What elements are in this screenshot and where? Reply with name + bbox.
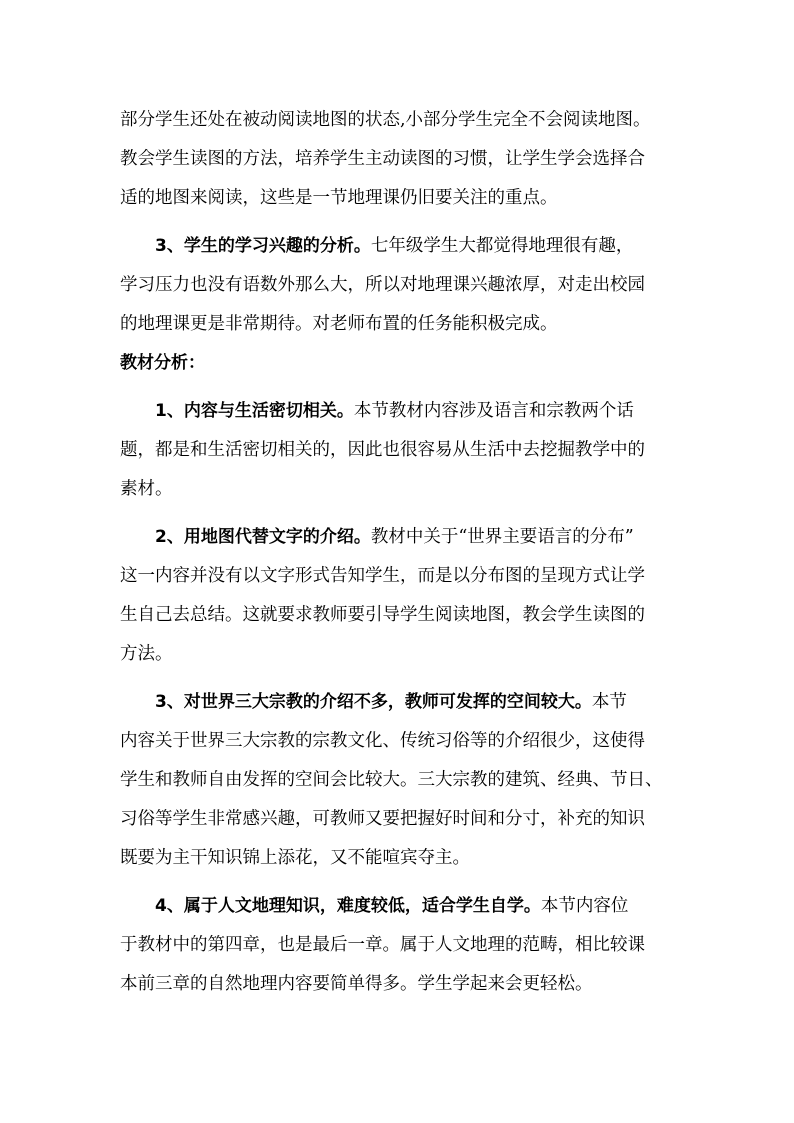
text-line: 这一内容并没有以文字形式告知学生，而是以分布图的呈现方式让学 [120, 566, 645, 586]
text-line: 既要为主干知识锦上添花，又不能喧宾夺主。 [120, 848, 470, 868]
section-heading-textbook-analysis [120, 344, 676, 383]
text-line: 适的地图来阅读，这些是一节地理课仍旧要关注的重点。 [120, 188, 558, 208]
text-run: 教材中关于“世界主要语言的分布” [370, 527, 634, 547]
text-line: 内容关于世界三大宗教的宗教文化、传统习俗等的介绍很少，这使得 [120, 731, 645, 751]
text-line: 本前三章的自然地理内容要简单得多。学生学起来会更轻松。 [120, 974, 593, 994]
text-run: 本节内容位 [540, 896, 629, 916]
text-line: 于教材中的第四章，也是最后一章。属于人文地理的范畴，相比较课 [120, 935, 645, 955]
paragraph-three-religions [120, 683, 676, 878]
document-body [120, 101, 676, 1004]
text-line: 学习压力也没有语数外那么大，所以对地理课兴趣浓厚，对走出校园 [120, 275, 645, 295]
paragraph-maps-instead-of-text [120, 518, 676, 674]
paragraph-content-life [120, 392, 676, 509]
text-line [120, 227, 676, 266]
paragraph-lead: 1、内容与生活密切相关。 [155, 401, 354, 421]
text-line: 素材。 [120, 479, 173, 499]
text-line [120, 392, 676, 431]
text-line: 生自己去总结。这就要求教师要引导学生阅读地图，教会学生读图的 [120, 605, 645, 625]
text-run: 本节 [591, 692, 627, 712]
text-line [120, 518, 676, 557]
text-line: 习俗等学生非常感兴趣，可教师又要把握好时间和分寸，补充的知识 [120, 809, 645, 829]
paragraph-lead: 3、学生的学习兴趣的分析。 [155, 236, 371, 256]
paragraph-human-geography [120, 887, 676, 1004]
text-line [120, 887, 676, 926]
text-run: 本节教材内容涉及语言和宗教两个话 [353, 401, 634, 421]
section-heading: 教材分析： [120, 353, 205, 373]
paragraph-lead: 2、用地图代替文字的介绍。 [155, 527, 371, 547]
text-line [120, 683, 676, 722]
text-line: 教会学生读图的方法，培养学生主动读图的习惯，让学生学会选择合 [120, 149, 645, 169]
paragraph-reading-maps [120, 101, 676, 218]
text-line: 部分学生还处在被动阅读地图的状态,小部分学生完全不会阅读地图。 [120, 110, 651, 130]
paragraph-lead: 3、对世界三大宗教的介绍不多，教师可发挥的空间较大。 [155, 692, 592, 712]
paragraph-lead: 4、属于人文地理知识，难度较低，适合学生自学。 [155, 896, 541, 916]
text-line: 题，都是和生活密切相关的，因此也很容易从生活中去挖掘教学中的 [120, 440, 645, 460]
text-line: 方法。 [120, 644, 173, 664]
paragraph-learning-interest [120, 227, 676, 344]
text-line: 的地理课更是非常期待。对老师布置的任务能积极完成。 [120, 314, 558, 334]
text-line: 学生和教师自由发挥的空间会比较大。三大宗教的建筑、经典、节日、 [120, 770, 663, 790]
text-run: 七年级学生大都觉得地理很有趣， [370, 236, 634, 256]
